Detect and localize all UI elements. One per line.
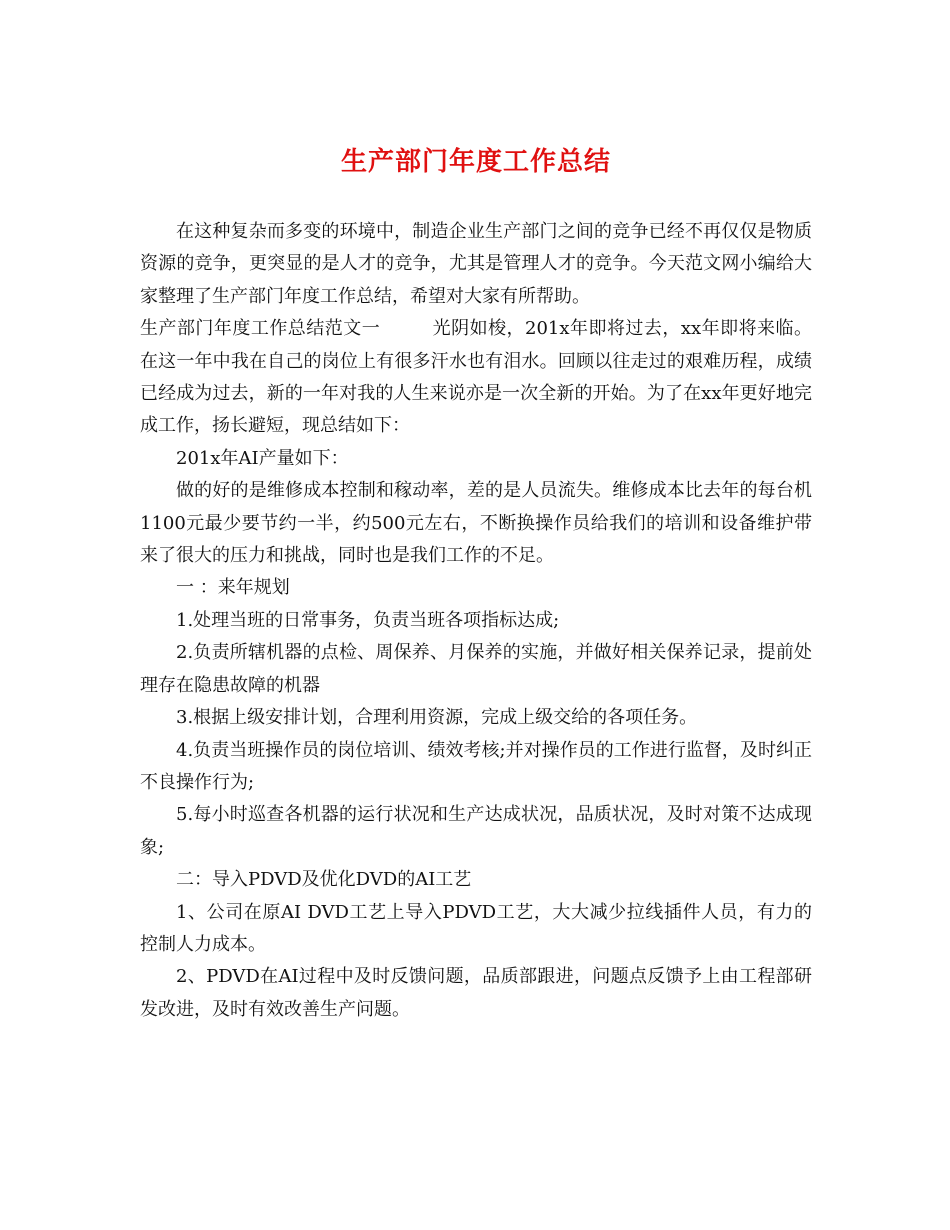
document-page [140,142,812,1026]
list-item: 2.负责所辖机器的点检、周保养、月保养的实施，并做好相关保养记录，提前处理存在隐患故障的机器 [140,642,812,696]
list-item: 3.根据上级安排计划，合理利用资源，完成上级交给的各项任务。 [176,707,698,729]
sample-heading-paragraph [140,313,812,443]
section-heading: 一 ：来年规划 [176,577,290,599]
sample-opening-text: 光阴如梭，201x年即将过去，xx年即将来临。在这一年中我在自己的岗位上有很多汗水也有泪水。回顾以往走过的艰难历程，成绩已经成为过去，新的一年对我的人生来说亦是一次全新的开始。为了在xx年更好地完成工作，扬长避短，现总结如下： [140,318,812,437]
list-item: 4.负责当班操作员的岗位培训、绩效考核;并对操作员的工作进行监督，及时纠正不良操作行为; [140,739,812,793]
body-paragraph: 做的好的是维修成本控制和稼动率，差的是人员流失。维修成本比去年的每台机1100元最少要节约一半，约500元左右，不断换操作员给我们的培训和设备维护带来了很大的压力和挑战，同时也是我们工作的不足。 [140,480,812,567]
body-paragraph: 201x年AI产量如下： [176,447,349,469]
sample-heading: 生产部门年度工作总结范文一 [140,318,381,340]
list-item: 5.每小时巡查各机器的运行状况和生产达成状况，品质状况，及时对策不达成现象; [140,804,812,858]
list-item: 2、PDVD在AI过程中及时反馈问题，品质部跟进，问题点反馈予上由工程部研发改进，及时有效改善生产问题。 [140,966,812,1020]
intro-paragraph: 在这种复杂而多变的环境中，制造企业生产部门之间的竞争已经不再仅仅是物质资源的竞争，更突显的是人才的竞争，尤其是管理人才的竞争。今天范文网小编给大家整理了生产部门年度工作总结，希望对大家有所帮助。 [140,221,812,307]
list-item: 1、公司在原AI DVD工艺上导入PDVD工艺，大大减少拉线插件人员，有力的控制人力成本。 [140,901,812,955]
section-heading: 二：导入PDVD及优化DVD的AI工艺 [176,869,472,891]
document-title: 生产部门年度工作总结 [340,147,611,177]
list-item: 1.处理当班的日常事务，负责当班各项指标达成; [176,609,560,631]
